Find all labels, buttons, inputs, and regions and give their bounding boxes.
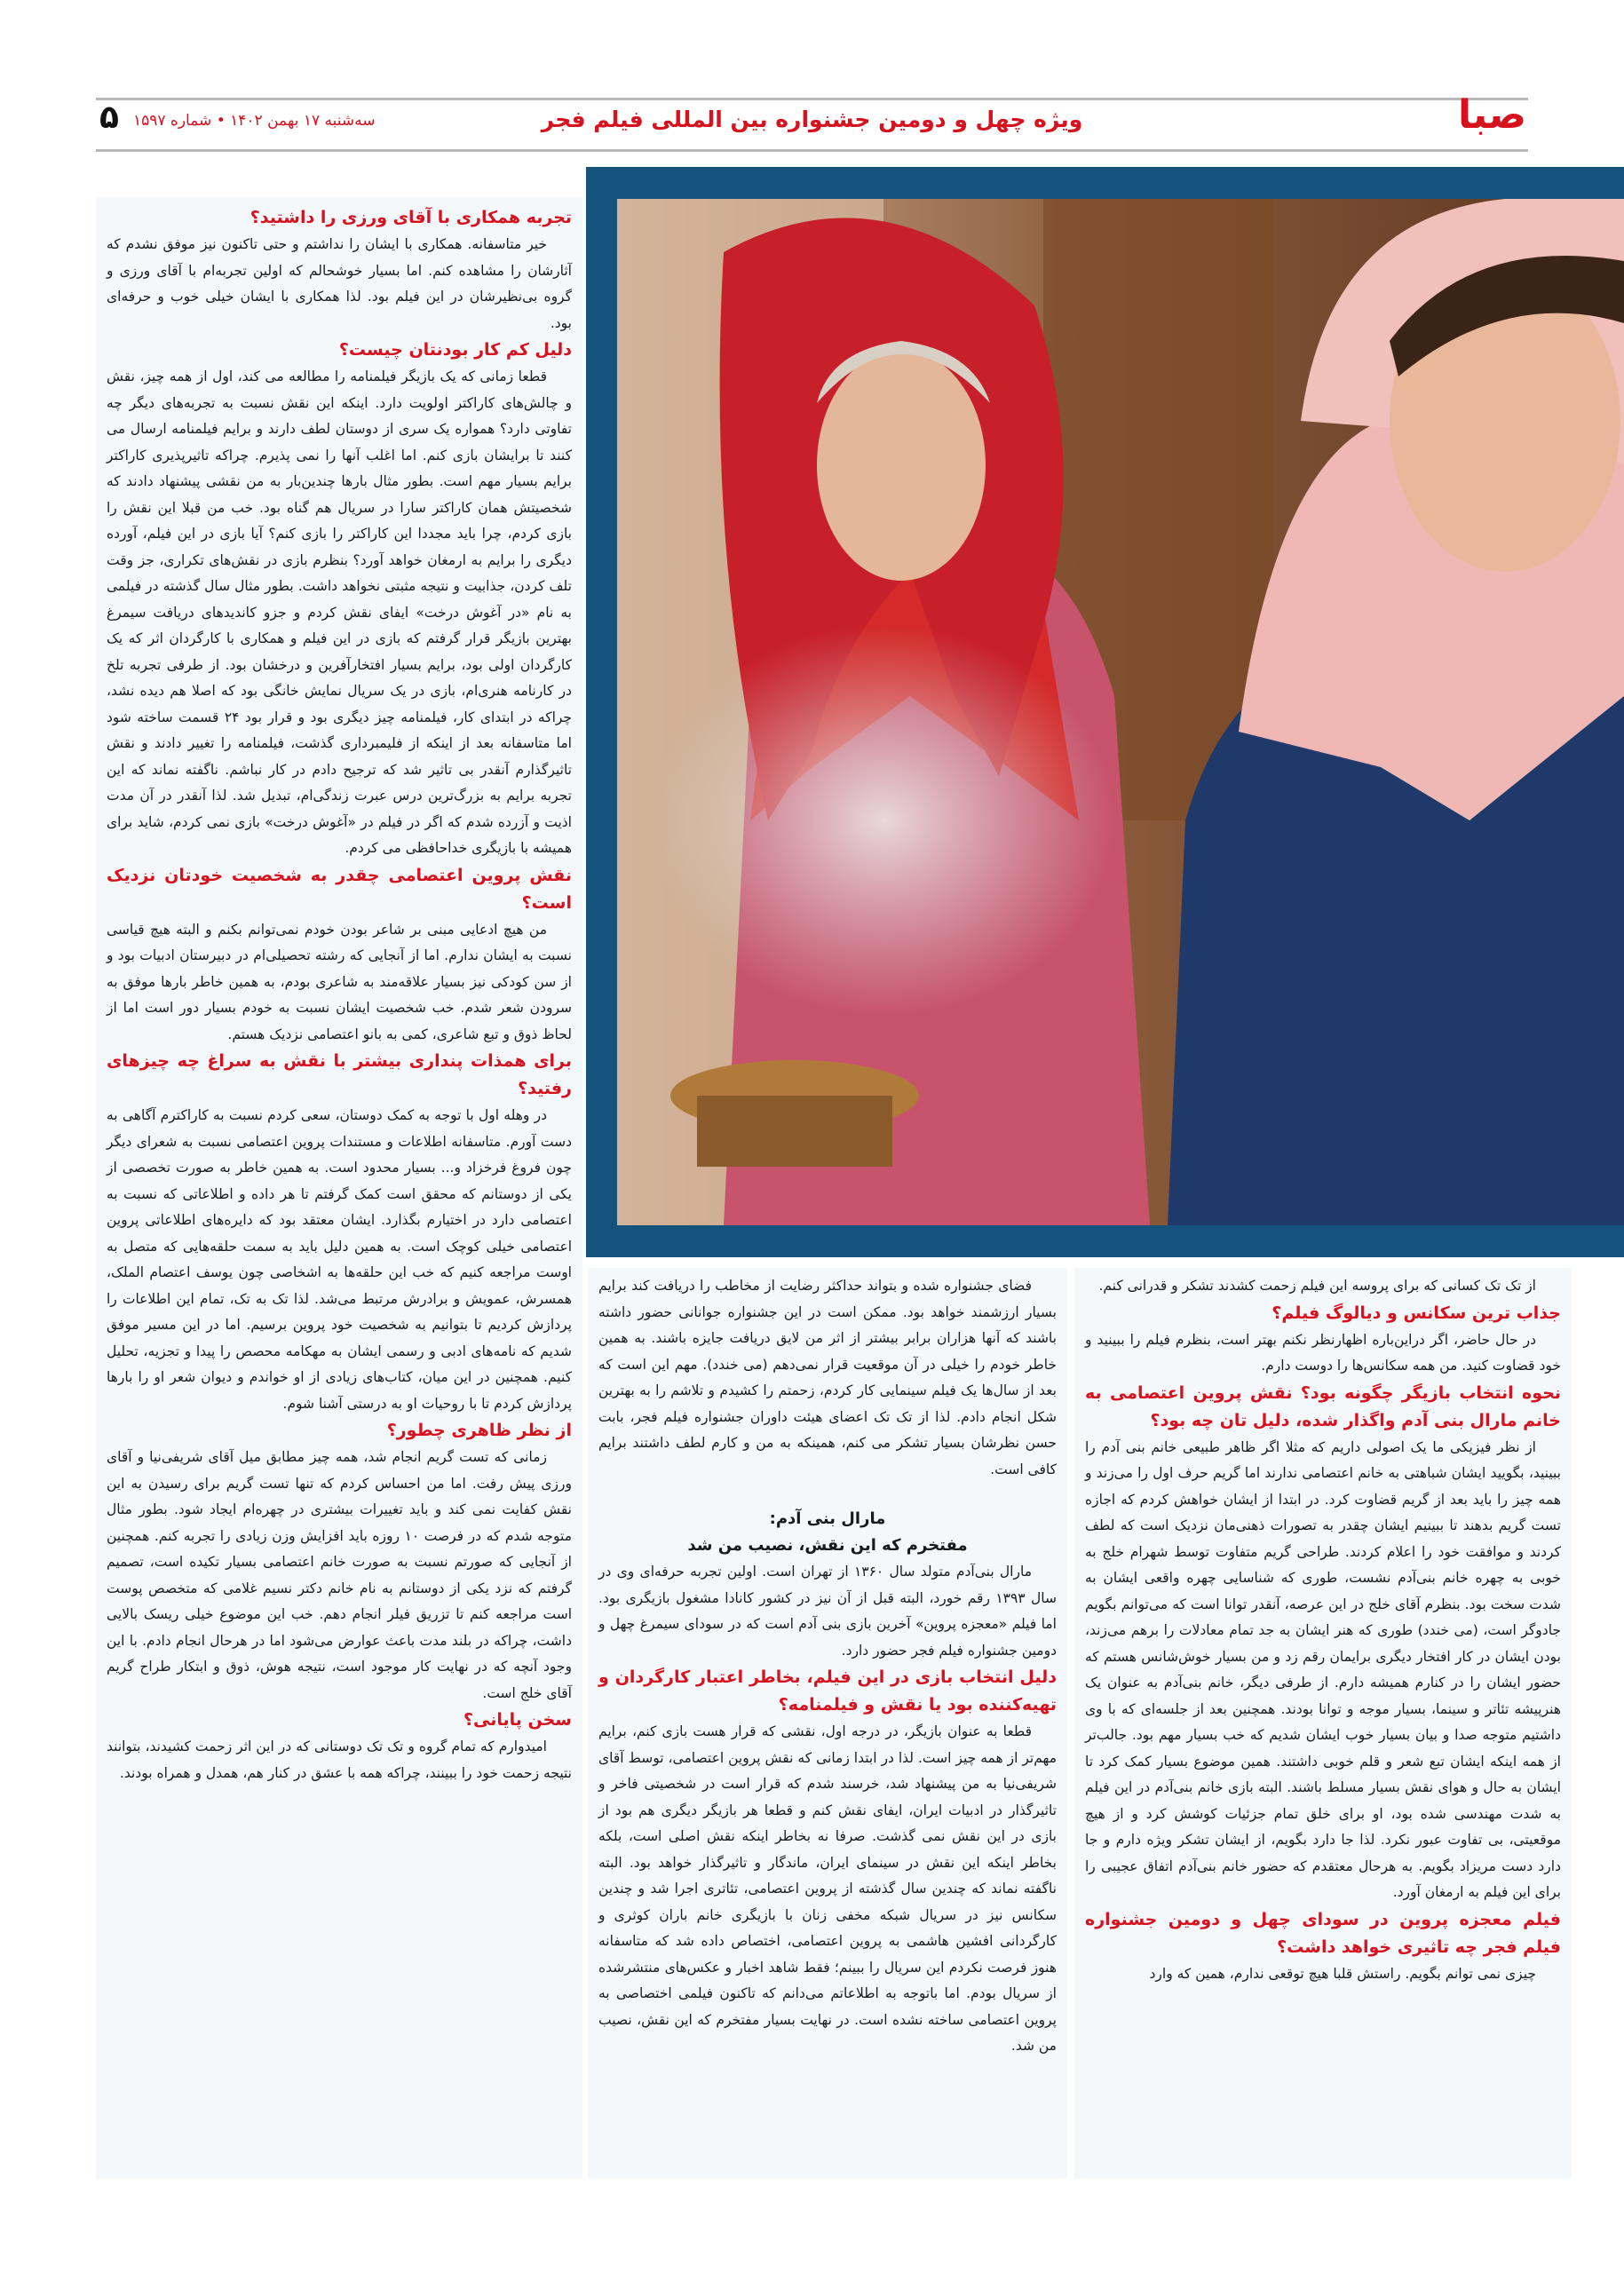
answer-paragraph: زمانی که تست گریم انجام شد، همه چیز مطابق میل آقای شریفی‌نیا و آقای ورزی پیش رفت. اما من احساس کردم که تنها تست گریم برای رسیدن به این نقش کفایت نمی کند و باید تغییرات بیشتری در چهره‌ام ایجاد شود. بطور مثال متوجه شدم که در فرصت ۱۰ روزه باید افزایش وزن زیادی را تجربه کنم. همچنین از آنجایی که صورتم نسبت به صورت خانم اعتصامی بسیار تکیده است، تصمیم گرفتم که نزد یکی از دوستانم به نام خانم دکتر نسیم غلامی که متخصص پوست است مراجعه کنم تا تزریق فیلر انجام دهم. خب این موضوع خیلی ریسک بالایی داشت، چراکه در بلند مدت باعث عوارض می‌شود اما در هرحال انجام دادم. با این وجود آنچه که در نهایت کار موجود است، نتیجه هوش، ذوق و ابتکار طراح گریم آقای خلج است. (107, 1449, 572, 1701)
answer-paragraph: از نظر فیزیکی ما یک اصولی داریم که مثلا اگر ظاهر طبیعی خانم بنی آدم را ببینید، بگویید ایشان شباهتی به خانم اعتصامی ندارند اما گریم حرف اول را می‌زند و همه چیز را باید بعد از گریم قضاوت کرد. در ابتدا از ایشان خواهش کردم که اجازه تست گریم بدهند تا ببینیم ایشان چقدر به تصورات ذهنی‌مان نزدیک است که لطف کردند و موافقت خود را اعلام کردند. طراحی گریم متفاوت توسط شهرام خلج به خوبی به چهره خانم بنی‌آدم نشست، طوری که شناسایی چهره واقعی ایشان به شدت سخت بود. بنظرم آقای خلج در این عرصه، آنقدر توانا است که می‌توانم بگویم جادوگر است، (می خندد) طوری که هنر ایشان به جد تمام معادلات را برهم می‌زند، بودن ایشان در کار افتخار دیگری برایمان رقم زد و من بسیار خوش‌شانس هستم که حضور ایشان را در کنارم همیشه دارم. از طرفی دیگر، خانم بنی‌آدم به عنوان یک هنرپیشه تئاتر و سینما، بسیار موجه و توانا بودند. همچنین بعد از جلسه‌ای که با وی داشتیم متوجه صدا و بیان بسیار خوب ایشان شدیم که خب بسیار مهم بود. جالب‌تر از همه اینکه ایشان تبع شعر و قلم خوبی داشتند. همین موضوع بسیار کمک کرد تا ایشان به حال و هوای نقش بسیار مسلط باشند. البته بازی خانم بنی‌آدم در این فیلم به شدت مهندسی شده بود، او برای خلق تمام جزئیات کوشش کرد و از هیچ موقعیتی، بی تفاوت عبور نکرد. لذا جا دارد بگویم، از ایشان تشکر ویژه دارم و جا دارد دست مریزاد بگویم. به هرحال معتقدم که حضور خانم بنی‌آدم اتفاق عجیبی را برای این فیلم به ارمغان آورد. (1085, 1438, 1561, 1900)
question-heading: تجربه همکاری با آقای ورزی را داشتید؟ (250, 208, 572, 227)
answer-paragraph: چیزی نمی توانم بگویم. راستش قلبا هیچ توقعی ندارم، همین که وارد (1149, 1965, 1536, 1982)
answer-paragraph: در وهله اول با توجه به کمک دوستان، سعی کردم نسبت به کاراکترم آگاهی به دست آورم. متاسفانه اطلاعات و مستندات پروین اعتصامی نسبت به شعرای دیگر چون فروغ فرخزاد و... بسیار محدود است. به همین خاطر به صورت تخصصی از یکی از دوستانم که محقق است کمک گرفتم تا هر داده و اطلاعاتی که نسبت به اعتصامی دارد در اختیارم بگذارد. ایشان معتقد بود که دایره‌های اطلاعاتی پروین اعتصامی خیلی کوچک است. به همین دلیل باید به سمت حلقه‌هایی که متصل به اوست مراجعه کنیم که خب این حلقه‌ها به اشخاصی چون یوسف اعتصام الملک، همسرش، عمویش و برادرش مرتبط می‌شد. لذا تک به تک، تمام این اطلاعات را پردازش کردیم تا بتوانیم به شخصیت خود پروین برسیم. اما در این مسیر موفق شدیم که نامه‌های ادبی و رسمی ایشان به مهکامه محصص را پیدا و تجزیه، تحلیل کنیم. همچنین در این میان، کتاب‌های زیادی از او خواندم و دیوان شعر او را بارها پردازش کردم تا با روحیات او به درستی آشنا شوم. (107, 1107, 572, 1412)
paragraph: فضای جشنواره شده و بتواند حداکثر رضایت از مخاطب را دریافت کند برایم بسیار ارزشمند خواهد بود. ممکن است در این جشنواره جوانانی حضور داشته باشند که آنها هزاران برابر بیشتر از اثر من لایق دریافت جایزه باشند. به همین خاطر خودم را خیلی در آن موقعیت قرار نمی‌دهم (می خندد). مهم این است که بعد از سال‌ها یک فیلم سینمایی کار کردم، زحمتم را کشیدم و تلاشم را به بهترین شکل انجام دادم. لذا از تک تک اعضای هیئت داوران جشنواره فیلم فجر، بابت حسن نظرشان بسیار تشکر می کنم، همینکه به من و کارم لطف داشتند برایم کافی است. (598, 1278, 1057, 1477)
issue-date: سه‌شنبه ۱۷ بهمن ۱۴۰۲ • شماره ۱۵۹۷ (133, 112, 376, 130)
newspaper-logo: صبا (1458, 92, 1526, 138)
question-heading: دلیل انتخاب بازی در این فیلم، بخاطر اعتبار کارگردان و تهیه‌کننده بود یا نقش و فیلمنامه؟ (598, 1667, 1057, 1715)
question-heading: فیلم معجزه پروین در سودای چهل و دومین جشنواره فیلم فجر چه تاثیری خواهد داشت؟ (1085, 1909, 1561, 1957)
answer-paragraph: امیدوارم که تمام گروه و تک تک دوستانی که در این اثر زحمت کشیدند، بتوانند نتیجه زحمت خود را ببینند، چراکه همه با عشق در کنار هم، همدل و همراه بودند. (107, 1738, 572, 1781)
interview-column-left (96, 197, 582, 2179)
question-heading: دلیل کم کار بودنتان چیست؟ (338, 340, 572, 360)
question-heading: نحوه انتخاب بازیگر چگونه بود؟ نقش پروین اعتصامی به خانم مارال بنی آدم واگذار شده، دلیل تان چه بود؟ (1085, 1382, 1561, 1430)
question-heading: برای همذات پنداری بیشتر با نقش به سراغ چه چیزهای رفتید؟ (107, 1051, 572, 1098)
paragraph: از تک تک کسانی که برای پروسه این فیلم زحمت کشدند تشکر و قدرانی کنم. (1098, 1278, 1536, 1294)
smoke (653, 625, 1114, 1016)
question-heading: جذاب ترین سکانس و دیالوگ فیلم؟ (1271, 1303, 1561, 1323)
answer-paragraph: قطعا به عنوان بازیگر، در درجه اول، نقشی که قرار هست بازی کنم، برایم مهم‌تر از همه چیز است. لذا در ابتدا زمانی که نقش پروین اعتصامی، توسط آقای شریفی‌نیا به من پیشنهاد شد، خرسند شدم که قرار است در شخصیتی فاخر و تاثیرگذار در ادبیات ایران، ایفای نقش کنم و قطعا هر بازیگر دیگری هم بود از بازی در این نقش نمی گذشت. صرفا نه بخاطر اینکه نقش اصلی است، بلکه بخاطر اینکه این نقش در سینمای ایران، ماندگار و تاثیرگذار خواهد بود. البته ناگفته نماند که چندین سال گذشته از پروین اعتصامی، تئاتری اجرا شد و چندین سکانس نیز در سریال شبکه مخفی زنان با بازیگری خانم باران کوثری و کارگردانی افشین هاشمی به پروین اعتصامی، اختصاص داده شد که متاسفانه هنوز فرصت نکردم این سریال را ببینم؛ فقط شاهد اخبار و عکس‌های منتشرشده از سریال بودم. اما باتوجه به اطلاعاتم می‌دانم که تاکنون فیلمی اختصاصی به پروین اعتصامی ساخته نشده است. در نهایت بسیار مفتخرم که این نقش، نصیب من شد. (598, 1723, 1057, 2054)
header-rule-bottom (96, 149, 1528, 152)
interview-column-bottom-right (1074, 1268, 1572, 2179)
film-still-image (617, 199, 1624, 1225)
section-title: ویژه چهل و دومین جشنواره بین المللی فیلم فجر (541, 107, 1083, 132)
answer-paragraph: من هیچ ادعایی مبنی بر شاعر بودن خودم نمی‌توانم بکنم و البته هیچ قیاسی نسبت به ایشان ندارم. اما از آنجایی که رشته تحصیلی‌ام در دبیرستان ادبیات بود و از سن کودکی نیز بسیار علاقه‌مند به شاعری بودم، به همین خاطر بارها موفق به سرودن شعر شدم. خب شخصیت ایشان نسبت به خودم بسیار دور است اما از لحاظ ذوق و تبع شاعری، کمی به بانو اعتصامی نزدیک هستم. (107, 921, 572, 1042)
subheading-quote: مفتخرم که این نقش، نصیب من شد (687, 1536, 968, 1555)
header-rule-top (96, 98, 1528, 100)
film-still-photo (586, 167, 1624, 1257)
answer-paragraph: در حال حاضر، اگر دراین‌باره اظهارنظر نکنم بهتر است، بنظرم فیلم را ببینید و خود قضاوت کنید. من همه سکانس‌ها را دوست دارم. (1085, 1331, 1561, 1374)
brazier (670, 1060, 919, 1167)
page-number: ۵ (99, 99, 119, 136)
question-heading: سخن پایانی؟ (463, 1710, 572, 1730)
question-heading: نقش پروین اعتصامی چقدر به شخصیت خودتان نزدیک است؟ (107, 865, 572, 913)
question-heading: از نظر ظاهری چطور؟ (386, 1421, 572, 1440)
subheading-name: مارال بنی آدم: (769, 1509, 886, 1528)
interview-column-bottom-middle (588, 1268, 1067, 2179)
intro-paragraph: مارال بنی‌آدم متولد سال ۱۳۶۰ از تهران است. اولین تجربه حرفه‌ای وی در سال ۱۳۹۳ رقم خورد، البته قبل از آن نیز در کشور کانادا مشغول بازیگری بود. اما فیلم «معجزه پروین» آخرین بازی بنی آدم است که در سودای سیمرغ چهل و دومین جشنواره فیلم فجر حضور دارد. (598, 1564, 1058, 1659)
answer-paragraph: خیر متاسفانه. همکاری با ایشان را نداشتم و حتی تاکنون نیز موفق نشدم که آثارشان را مشاهده کنم. اما بسیار خوشحالم که اولین تجربه‌ام با آقای ورزی و گروه بی‌نظیرشان در این فیلم بود. لذا همکاری با ایشان خیلی خوب و حرفه‌ای بود. (107, 236, 572, 331)
answer-paragraph: قطعا زمانی که یک بازیگر فیلمنامه را مطالعه می کند، اول از همه چیز، نقش و چالش‌های کاراکتر اولویت دارد. اینکه این نقش نسبت به تجربه‌های دیگر چه تفاوتی دارد؟ همواره یک سری از دوستان لطف دارند و برایم فیلمنامه ارسال می کنند تا برایشان بازی کنم. اما اغلب آنها را نمی پذیرم. چراکه تاثیرپذیری کاراکتر برایم بسیار مهم است. بطور مثال بارها چندین‌بار به من نقشی پیشنهاد دادند که شخصیتش همان کاراکتر سارا در سریال هم گناه بود. خب من قبلا این نقش را بازی کردم، چرا باید مجددا این کاراکتر را بازی کنم؟ آیا بازی در این فیلم، آورده دیگری را برایم به ارمغان خواهد آورد؟ بنظرم بازی در نقش‌های تکراری، جز وقت تلف کردن، جذابیت و نتیجه مثبتی نخواهد داشت. بطور مثال سال گذشته در فیلمی به نام «در آغوش درخت» ایفای نقش کردم و جزو کاندیدهای دریافت سیمرغ بهترین بازیگر قرار گرفتم که بازی در این فیلم و همکاری با کارگردان اثر که یک کارگردان اولی بود، برایم بسیار افتخارآفرین و درخشان بود. از طرفی تجربه تلخ در کارنامه هنری‌ام، بازی در یک سریال نمایش خانگی بود که اصلا هم دیده نشد، چراکه در ابتدای کار، فیلمنامه چیز دیگری بود و قرار بود ۲۴ قسمت ساخته شود اما متاسفانه بعد از اینکه از فلیمبرداری گذشت، فیلمنامه را تغییر دادند و نقش تاثیرگذارم آنقدر بی تاثیر شد که ترجیح دادم در کار نباشم. ناگفته نماند که این تجربه برایم به بزرگ‌ترین درس عبرت زندگی‌ام، تبدیل شد. لذا آنقدر در آن مدت اذیت و آزرده شدم که اگر در فیلم در «آغوش درخت» بازی نمی کردم، شاید برای همیشه با بازیگری خداحافظی می کردم. (107, 368, 573, 856)
